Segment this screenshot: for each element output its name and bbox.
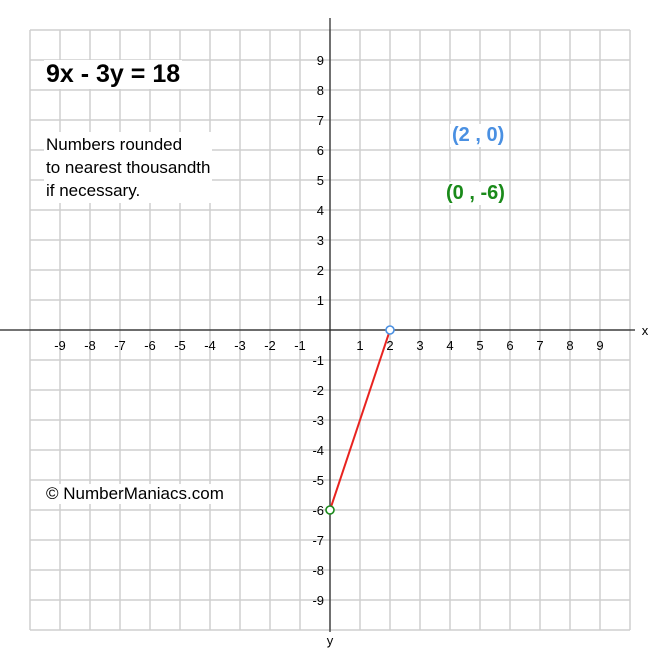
y-intercept-label: (0 , -6)	[446, 182, 505, 204]
y-tick-label: -5	[312, 473, 324, 488]
x-tick-label: -9	[54, 338, 66, 353]
y-tick-label: -7	[312, 533, 324, 548]
chart-title: 9x - 3y = 18	[46, 60, 181, 88]
x-tick-label: 7	[536, 338, 544, 353]
x-intercept-label: (2 , 0)	[452, 124, 505, 146]
x-tick-label: 4	[446, 338, 454, 353]
x-tick-label: 8	[566, 338, 574, 353]
y-tick-label: 3	[316, 233, 324, 248]
y-intercept-point	[326, 506, 334, 514]
rounding-note-line: to nearest thousandth	[46, 158, 211, 177]
y-tick-label: 1	[316, 293, 324, 308]
y-axis-label: y	[326, 633, 334, 648]
x-tick-label: 1	[356, 338, 364, 353]
x-tick-label: -8	[84, 338, 96, 353]
rounding-note-line: Numbers rounded	[46, 135, 183, 154]
y-tick-label: -4	[312, 443, 324, 458]
y-tick-label: -2	[312, 383, 324, 398]
y-tick-label: 2	[316, 263, 324, 278]
x-tick-label: 3	[416, 338, 424, 353]
y-tick-label: 7	[316, 113, 324, 128]
rounding-note	[44, 132, 212, 203]
x-tick-label: -6	[144, 338, 156, 353]
rounding-note-line: if necessary.	[46, 181, 141, 200]
copyright-text: © NumberManiacs.com	[46, 484, 224, 503]
x-tick-label: 5	[476, 338, 484, 353]
x-tick-label: 2	[386, 338, 394, 353]
axes	[0, 18, 649, 648]
x-tick-label: -3	[234, 338, 246, 353]
x-tick-label: -1	[294, 338, 306, 353]
x-axis-label: x	[641, 323, 649, 338]
x-tick-label: -5	[174, 338, 186, 353]
x-intercept-point	[386, 326, 394, 334]
x-tick-label: 6	[506, 338, 514, 353]
x-tick-label: -7	[114, 338, 126, 353]
y-tick-label: -6	[312, 503, 324, 518]
x-tick-label: 9	[596, 338, 604, 353]
y-tick-label: -9	[312, 593, 324, 608]
x-tick-label: -4	[204, 338, 216, 353]
y-tick-label: 4	[316, 203, 324, 218]
y-tick-label: -3	[312, 413, 324, 428]
y-tick-label: 8	[316, 83, 324, 98]
y-tick-label: 9	[316, 53, 324, 68]
y-tick-label: 6	[316, 143, 324, 158]
y-tick-label: -8	[312, 563, 324, 578]
x-tick-label: -2	[264, 338, 276, 353]
y-tick-label: 5	[316, 173, 324, 188]
y-tick-label: -1	[312, 353, 324, 368]
